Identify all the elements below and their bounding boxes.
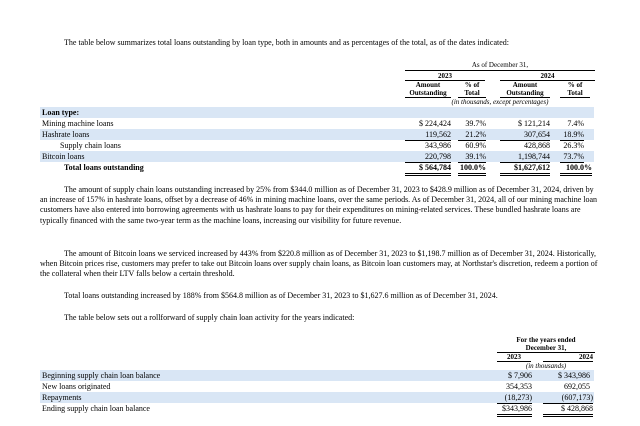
row-label-supply-chain: Supply chain loans (60, 141, 121, 150)
col-amount-line2: Outstanding (405, 89, 451, 98)
rf-repayments-2024: (607,173) (543, 392, 593, 404)
bitcoin-2023-pct: 39.1% (458, 151, 486, 163)
loan-table-year-2023: 2023 (405, 72, 485, 81)
mining-2024-amount: $ 121,214 (518, 119, 550, 128)
rollforward-year-2023: 2023 (497, 353, 531, 362)
col-pct-line1: % of (464, 81, 480, 89)
intro-paragraph: The table below summarizes total loans outstanding by loan type, both in amounts and as percentages of the total, as of the dates indicated: (64, 38, 509, 47)
hashrate-2024-pct: 18.9% (560, 129, 584, 141)
row-label-mining: Mining machine loans (42, 119, 114, 128)
rf-label-repayments: Repayments (42, 393, 82, 402)
rf-label-new-loans: New loans originated (42, 382, 111, 391)
hashrate-2023-amount: 119,562 (405, 129, 451, 141)
supply-2023-pct: 60.9% (465, 141, 486, 150)
bitcoin-2023-amount: 220,798 (405, 151, 451, 163)
loan-type-label: Loan type: (42, 108, 80, 117)
col-pct-line1: % of (567, 81, 583, 89)
loan-table-units-note: (in thousands, except percentages) (451, 98, 549, 106)
paragraph-bitcoin: The amount of Bitcoin loans we serviced increased by 443% from $220.8 million as of December 31, 2023 to $1,198.7 million as of December 31, 2024. Historically, when Bitcoin prices rise, customers may prefer to take out Bitcoin loans over supply chain loans, as Bitcoin loan customers may, at Northstar's discretion, redeem a portion of the collateral when their LTV falls below a certain threshold. (40, 249, 598, 279)
hashrate-2023-pct: 21.2% (458, 129, 486, 141)
rf-beginning-2024: $ 343,986 (558, 371, 590, 380)
total-2023-amount: $ 564,784 (405, 162, 451, 176)
rf-beginning-2023: $ 7,906 (508, 371, 532, 380)
col-amount-2024 (500, 81, 550, 98)
supply-2024-amount: 428,868 (524, 141, 550, 150)
mining-2024-pct: 7.4% (567, 119, 584, 128)
col-pct-2023 (458, 81, 486, 98)
rollforward-units-note: (in thousands) (525, 362, 567, 370)
mining-2023-pct: 39.7% (465, 119, 486, 128)
col-amount-2023 (405, 81, 451, 98)
paragraph-total: Total loans outstanding increased by 188% from $564.8 million as of December 31, 2023 to $1,627.6 million as of December 31, 2024. (64, 291, 498, 300)
rf-label-beginning: Beginning supply chain loan balance (42, 371, 161, 380)
paragraph-rollforward: The table below sets out a rollforward of supply chain loan activity for the years indicated: (64, 313, 355, 322)
col-pct-line2: Total (458, 89, 486, 98)
total-2024-amount: $1,627,612 (500, 162, 550, 176)
supply-2023-amount: 343,986 (425, 141, 451, 150)
col-pct-line2: Total (560, 89, 590, 98)
rf-repayments-2023: (18,273) (497, 392, 532, 404)
supply-2024-pct: 26.3% (563, 141, 584, 150)
total-2024-pct: 100.0% (560, 162, 592, 176)
col-amount-line1: Amount (512, 81, 538, 89)
row-label-bitcoin: Bitcoin loans (42, 152, 85, 161)
bitcoin-2024-amount: 1,198,744 (500, 151, 550, 163)
rollforward-period-header (497, 336, 595, 353)
total-2023-pct: 100.0% (458, 162, 486, 176)
rf-ending-2024: $ 428,868 (543, 403, 593, 417)
col-amount-line1: Amount (415, 81, 441, 89)
rf-new-loans-2024: 692,055 (564, 382, 590, 391)
rollforward-year-2024: 2024 (543, 353, 593, 362)
rf-new-loans-2023: 354,353 (506, 382, 532, 391)
rf-label-ending: Ending supply chain loan balance (42, 404, 150, 413)
paragraph-supply-chain: The amount of supply chain loans outstanding increased by 25% from $344.0 million as of December 31, 2023 to $428.9 million as of December 31, 2024, driven by an increase of 157% in hashrate loans, offset by a decrease of 46% in mining machine loans, over the same periods. As of December 31, 2024, all of our mining machine loan customers have also entered into borrowing agreements with us hashrate loans to pay for their expenditures on mining-related services. These bundled hashrate loans are typically financed with the same two-year term as the machine loans, increasing our visibility for future revenue. (40, 185, 598, 225)
col-pct-2024 (560, 81, 590, 98)
bitcoin-2024-pct: 73.7% (560, 151, 584, 163)
loan-table-year-2024: 2024 (500, 72, 595, 81)
loan-table-period-header: As of December 31, (405, 61, 595, 71)
row-band (40, 107, 594, 118)
row-label-hashrate: Hashrate loans (42, 130, 90, 139)
hashrate-2024-amount: 307,654 (500, 129, 550, 141)
col-amount-line2: Outstanding (500, 89, 550, 98)
rollforward-header-line2: December 31, (525, 344, 567, 352)
mining-2023-amount: $ 224,424 (419, 119, 451, 128)
rf-ending-2023: $343,986 (497, 403, 532, 417)
rollforward-header-line1: For the years ended (516, 336, 576, 344)
row-label-total: Total loans outstanding (64, 163, 144, 172)
